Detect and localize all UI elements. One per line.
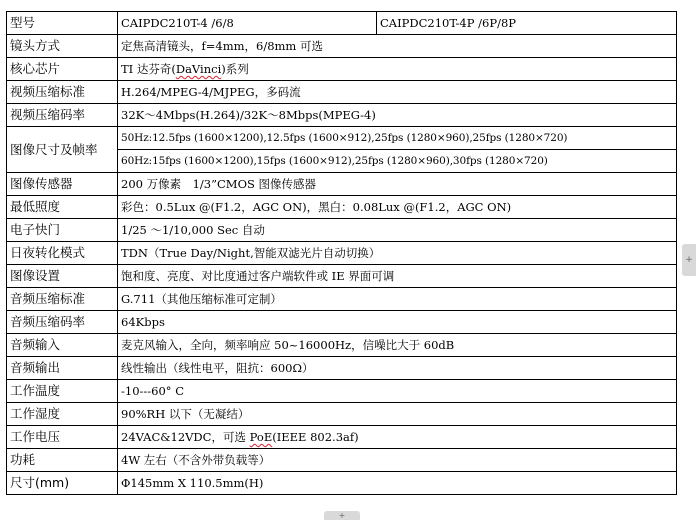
value-resolution-60hz: 60Hz:15fps (1600×1200),15fps (1600×912),25fps (1280×960),30fps (1280×720) [118,150,677,173]
row-audio-bitrate [7,311,677,334]
label-shutter: 电子快门 [7,219,118,242]
value-chip [118,58,677,81]
value-image-settings: 饱和度、亮度、对比度通过客户端软件或 IE 界面可调 [118,265,677,288]
label-chip: 核心芯片 [7,58,118,81]
chip-suffix: )系列 [221,62,249,76]
value-bitrate: 32K～4Mbps(H.264)/32K～8Mbps(MPEG-4) [118,104,677,127]
row-power [7,449,677,472]
label-resolution: 图像尺寸及帧率 [7,127,118,173]
row-resolution-50hz [7,127,677,150]
label-daynight: 日夜转化模式 [7,242,118,265]
label-model: 型号 [7,12,118,35]
right-edge-expand-handle[interactable] [682,244,696,276]
plus-icon: + [685,255,693,265]
label-voltage: 工作电压 [7,426,118,449]
label-image-settings: 图像设置 [7,265,118,288]
row-voltage [7,426,677,449]
label-sensor: 图像传感器 [7,173,118,196]
value-size: Φ145mm X 110.5mm(H) [118,472,677,495]
value-codec: H.264/MPEG-4/MJPEG，多码流 [118,81,677,104]
label-temperature: 工作温度 [7,380,118,403]
value-illumination: 彩色：0.5Lux @(F1.2，AGC ON)，黑白：0.08Lux @(F1.2，AGC ON) [118,196,677,219]
row-lens [7,35,677,58]
value-humidity: 90%RH 以下（无凝结） [118,403,677,426]
label-audio-bitrate: 音频压缩码率 [7,311,118,334]
value-lens: 定焦高清镜头，f=4mm，6/8mm 可选 [118,35,677,58]
row-image-settings [7,265,677,288]
row-daynight [7,242,677,265]
row-audio-out [7,357,677,380]
value-resolution-50hz: 50Hz:12.5fps (1600×1200),12.5fps (1600×912),25fps (1280×960),25fps (1280×720) [118,127,677,150]
chip-prefix: TI 达芬奇( [121,62,176,76]
row-temperature [7,380,677,403]
voltage-prefix: 24VAC&12VDC，可选 [121,430,250,444]
row-codec [7,81,677,104]
voltage-poe-spellcheck: PoE [249,430,273,444]
label-power: 功耗 [7,449,118,472]
value-daynight: TDN（True Day/Night,智能双滤光片自动切换） [118,242,677,265]
label-codec: 视频压缩标准 [7,81,118,104]
row-size [7,472,677,495]
row-shutter [7,219,677,242]
value-audio-codec: G.711（其他压缩标准可定制） [118,288,677,311]
label-audio-codec: 音频压缩标准 [7,288,118,311]
label-audio-in: 音频输入 [7,334,118,357]
spec-table [6,11,677,495]
value-audio-in: 麦克风输入，全向，频率响应 50~16000Hz，信噪比大于 60dB [118,334,677,357]
value-model-a: CAIPDC210T-4 /6/8 [118,12,377,35]
bottom-edge-expand-handle[interactable] [324,511,360,520]
row-illumination [7,196,677,219]
label-illumination: 最低照度 [7,196,118,219]
row-audio-in [7,334,677,357]
row-model [7,12,677,35]
row-audio-codec [7,288,677,311]
label-lens: 镜头方式 [7,35,118,58]
row-bitrate [7,104,677,127]
row-chip [7,58,677,81]
row-sensor [7,173,677,196]
value-power: 4W 左右（不含外带负载等） [118,449,677,472]
voltage-suffix: (IEEE 802.3af) [272,430,359,444]
label-audio-out: 音频输出 [7,357,118,380]
label-bitrate: 视频压缩码率 [7,104,118,127]
label-humidity: 工作湿度 [7,403,118,426]
value-voltage [118,426,677,449]
value-sensor: 200 万像素 1/3”CMOS 图像传感器 [118,173,677,196]
value-audio-bitrate: 64Kbps [118,311,677,334]
value-model-b: CAIPDC210T-4P /6P/8P [377,12,677,35]
value-shutter: 1/25 ～1/10,000 Sec 自动 [118,219,677,242]
value-audio-out: 线性输出（线性电平，阻抗：600Ω） [118,357,677,380]
label-size: 尺寸(mm) [7,472,118,495]
plus-icon: + [338,510,346,520]
value-temperature: -10---60° C [118,380,677,403]
chip-davinci-spellcheck: DaVinci [175,62,222,76]
row-humidity [7,403,677,426]
